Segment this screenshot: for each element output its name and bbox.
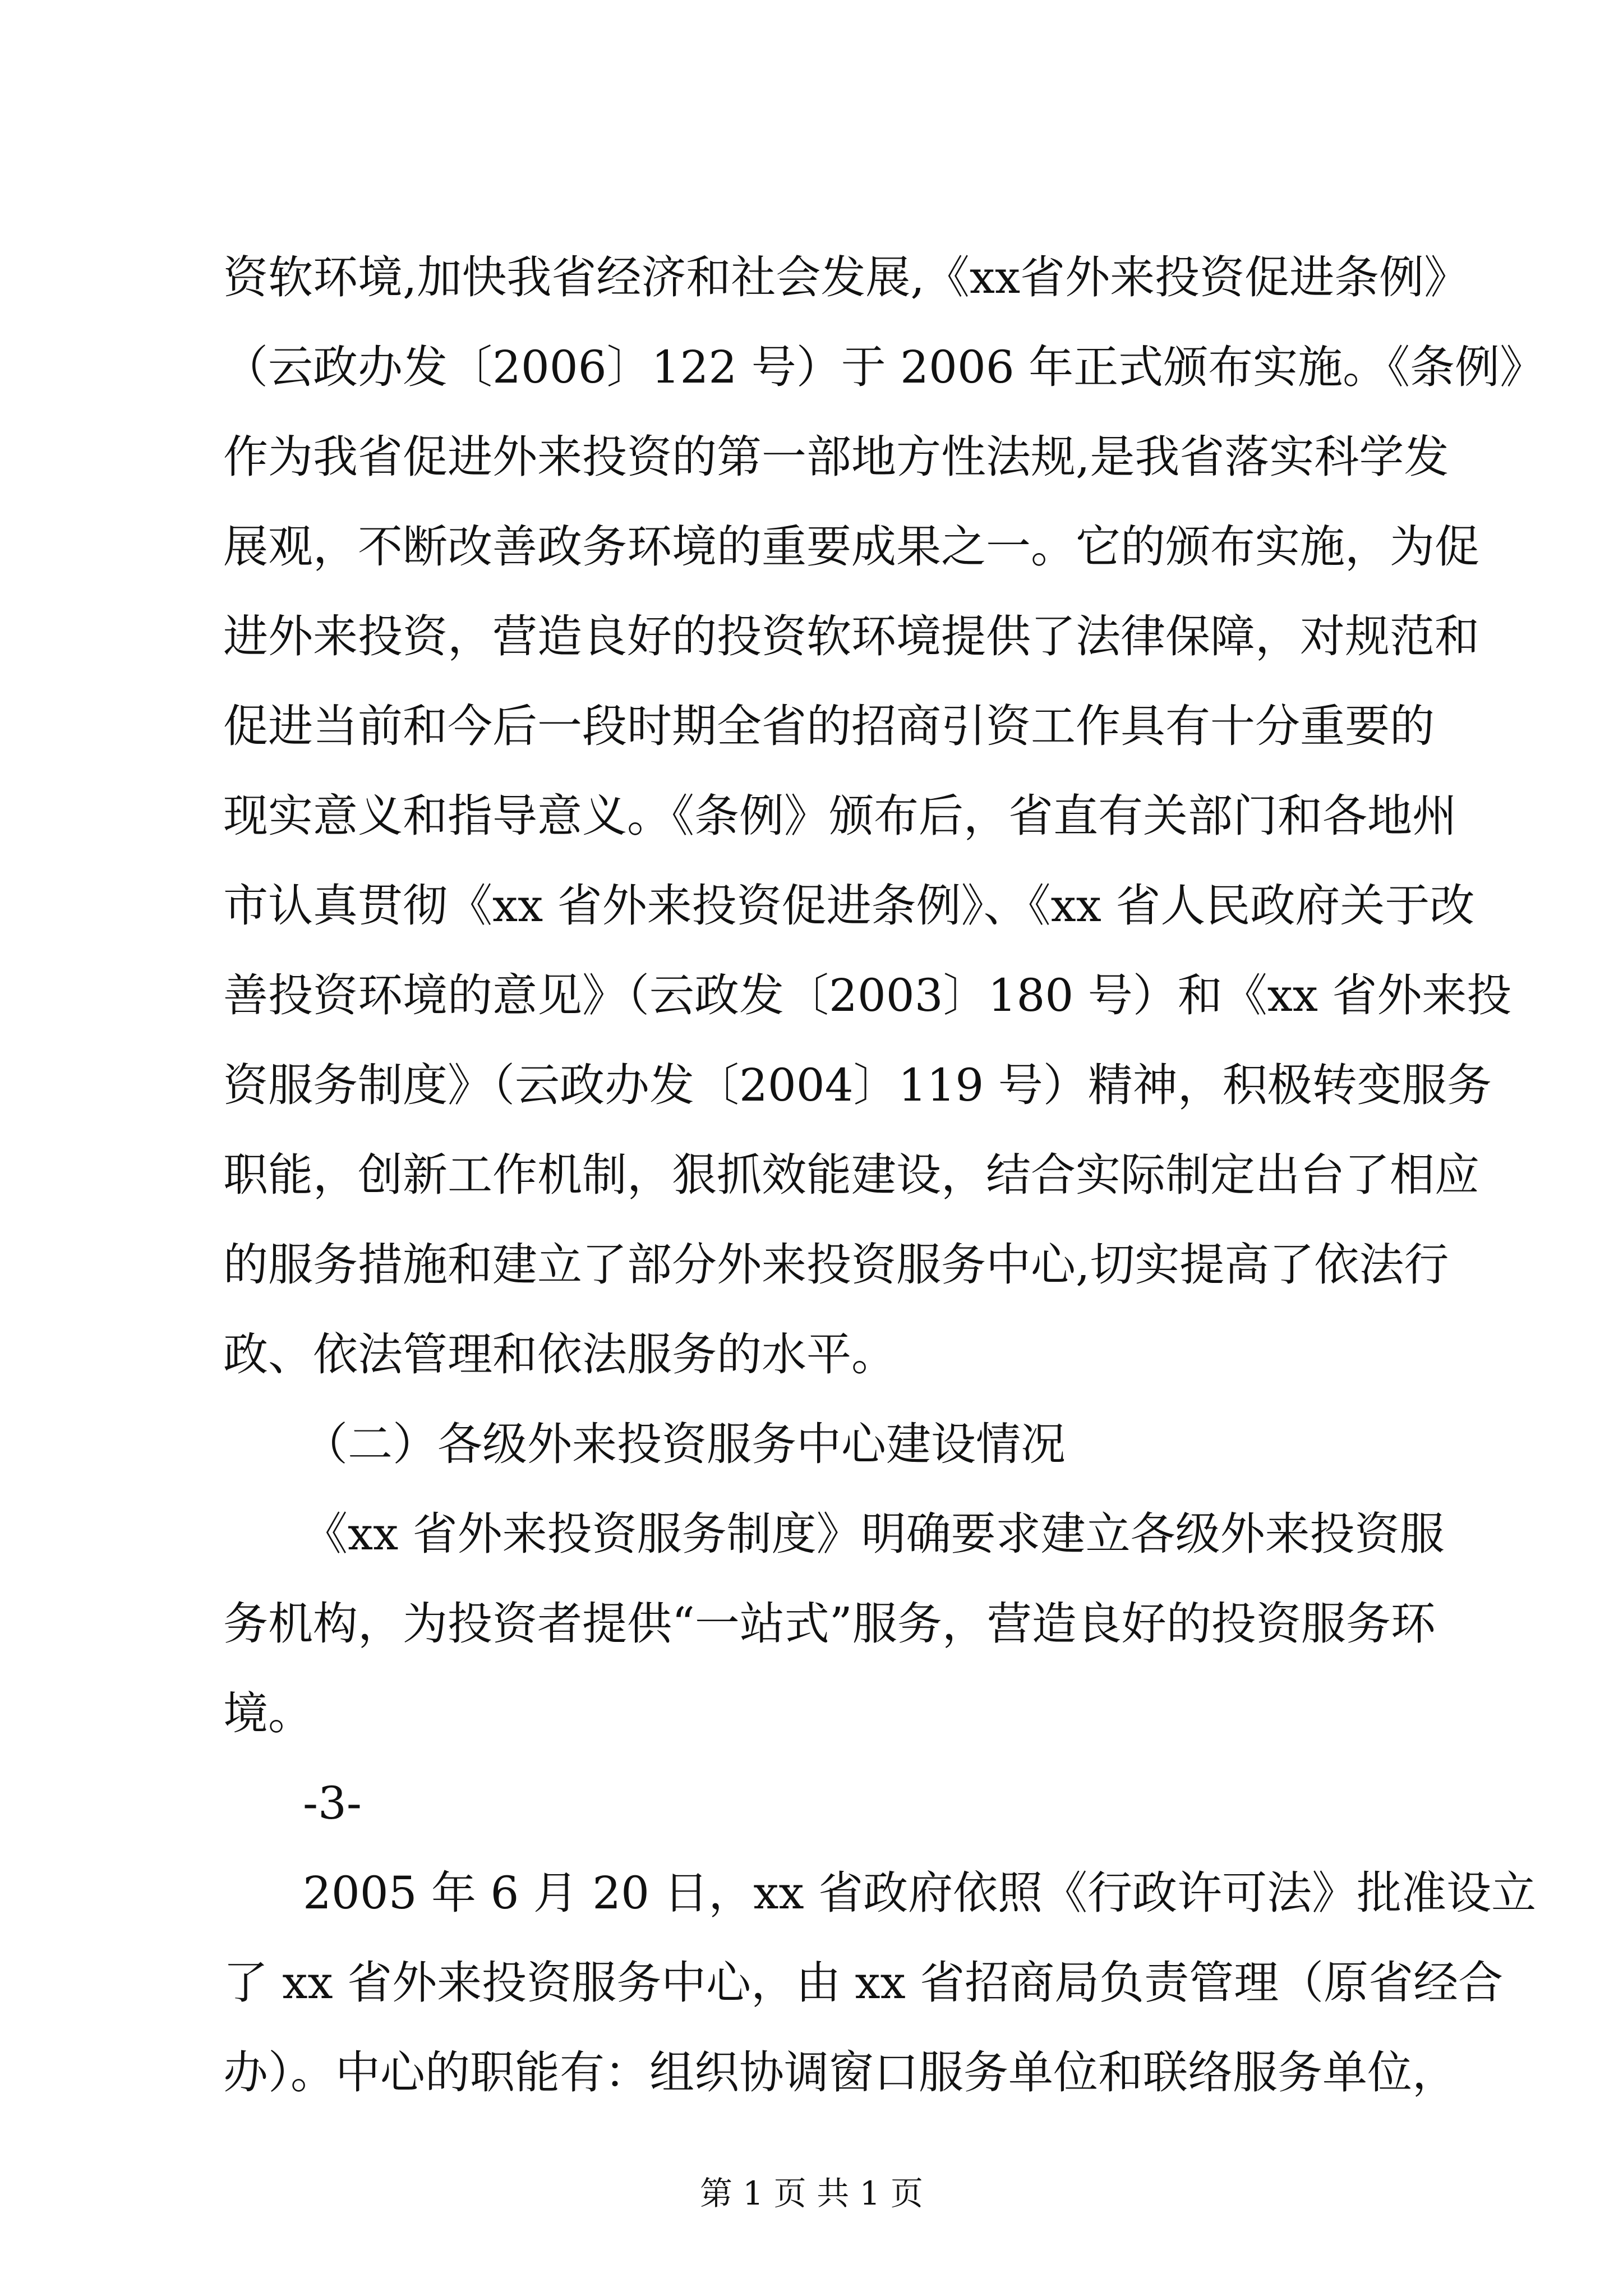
page-marker: -3- <box>303 1777 362 1829</box>
body-line: 市认真贯彻《xx 省外来投资促进条例》、《xx 省人民政府关于改 <box>223 880 1475 932</box>
body-line: 2005 年 6 月 20 日，xx 省政府依照《行政许可法》批准设立 <box>303 1867 1537 1919</box>
body-line: （云政办发〔2006〕122 号）于 2006 年正式颁布实施。《条例》 <box>223 341 1545 393</box>
body-line: 《xx 省外来投资服务制度》明确要求建立各级外来投资服 <box>303 1508 1445 1560</box>
body-line: 资服务制度》（云政办发〔2004〕119 号）精神，积极转变服务 <box>223 1059 1492 1111</box>
body-line: 进外来投资，营造良好的投资软环境提供了法律保障，对规范和 <box>223 610 1479 662</box>
body-line: 善投资环境的意见》（云政发〔2003〕180 号）和《xx 省外来投 <box>223 969 1512 1022</box>
body-line: 办）。中心的职能有：组织协调窗口服务单位和联络服务单位， <box>223 2046 1457 2099</box>
body-line: 促进当前和今后一段时期全省的招商引资工作具有十分重要的 <box>223 700 1435 752</box>
body-line: 的服务措施和建立了部分外来投资服务中心,切实提高了依法行 <box>223 1239 1449 1291</box>
body-line: 职能，创新工作机制，狠抓效能建设，结合实际制定出台了相应 <box>223 1149 1479 1201</box>
body-line: 现实意义和指导意义。《条例》颁布后，省直有关部门和各地州 <box>223 790 1457 842</box>
body-line: 展观，不断改善政务环境的重要成果之一。它的颁布实施，为促 <box>223 521 1479 573</box>
body-line: 务机构，为投资者提供“一站式”服务，营造良好的投资服务环 <box>223 1598 1436 1650</box>
section-heading: （二）各级外来投资服务中心建设情况 <box>303 1418 1066 1470</box>
body-line: 境。 <box>223 1687 313 1740</box>
body-line: 政、依法管理和依法服务的水平。 <box>223 1328 896 1381</box>
page-footer: 第 1 页 共 1 页 <box>700 2174 923 2212</box>
body-line: 了 xx 省外来投资服务中心，由 xx 省招商局负责管理（原省经合 <box>223 1957 1504 2009</box>
body-line: 资软环境,加快我省经济和社会发展,《xx省外来投资促进条例》 <box>223 251 1469 303</box>
body-line: 作为我省促进外来投资的第一部地方性法规,是我省落实科学发 <box>223 431 1449 483</box>
